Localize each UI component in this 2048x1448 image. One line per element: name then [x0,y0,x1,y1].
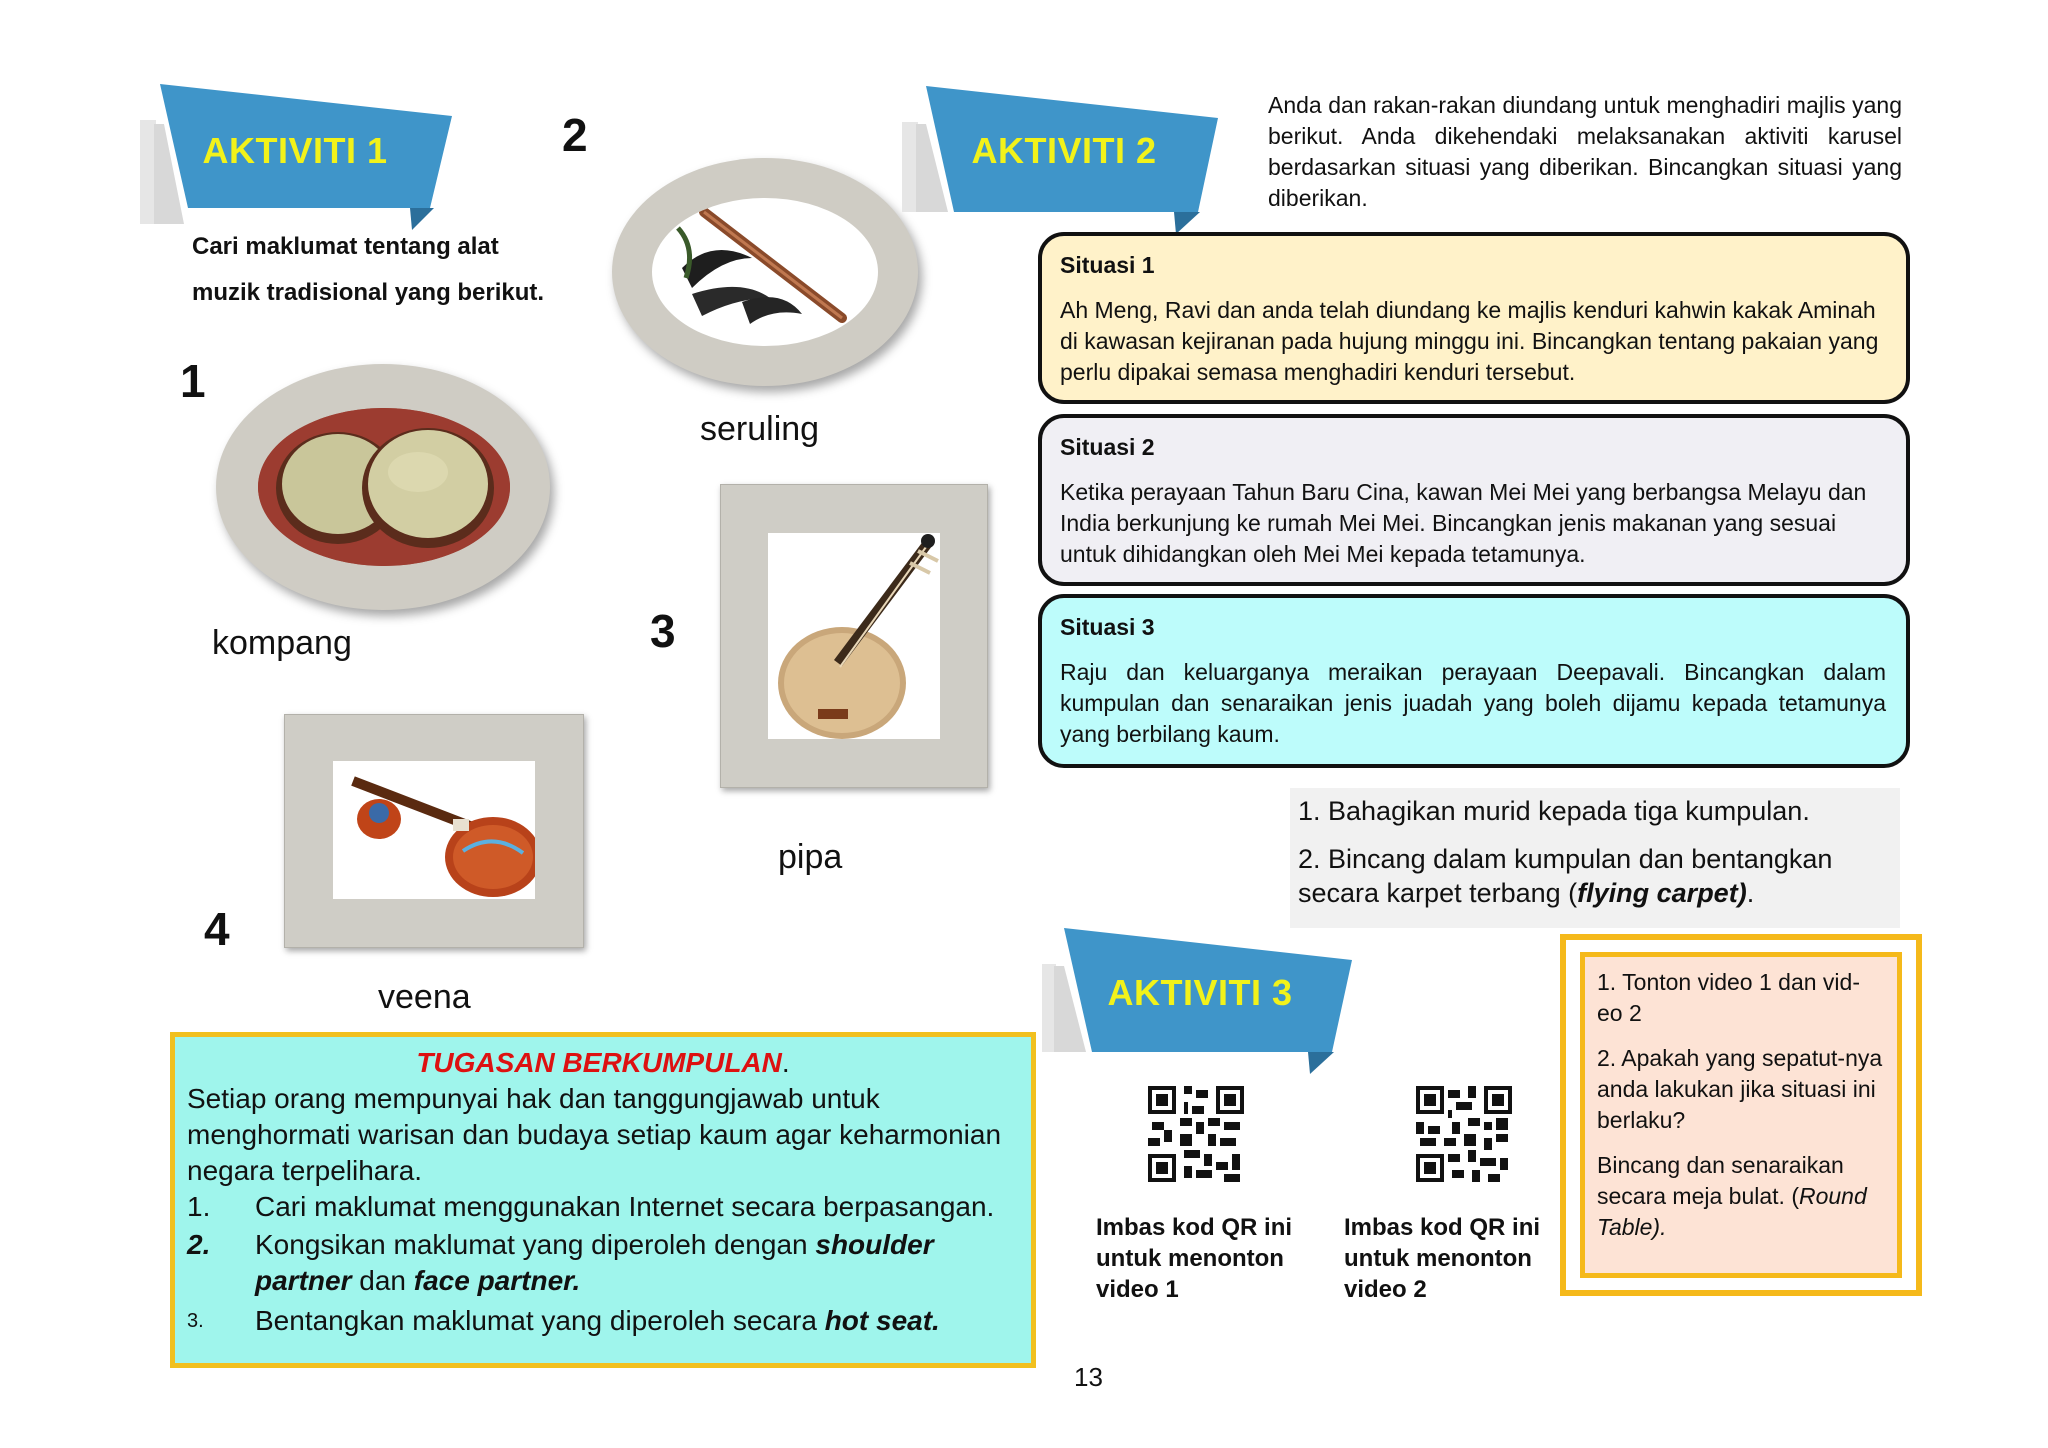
tugasan-berkumpulan-box [170,1032,1036,1368]
kompang-image-frame [216,364,550,610]
item-2-pre: Kongsikan maklumat yang diperoleh dengan [255,1229,816,1260]
aktiviti-1-instruction [192,224,544,316]
step-2-emphasis: flying carpet) [1577,878,1747,908]
box-paragraph-2: 2. Apakah yang sepatut-nya anda lakukan jika situasi ini berlaku? [1597,1045,1883,1133]
item-3-pre: Bentangkan maklumat yang diperoleh secara [255,1305,825,1336]
step-2-text: 2. Bincang dalam kumpulan dan bentangkan secara karpet terbang ( [1298,844,1833,908]
qr-code-icon[interactable] [1148,1086,1244,1182]
situasi-1-title: Situasi 1 [1060,252,1155,278]
item-3-text [255,1303,940,1339]
box-paragraph-3-text: Bincang dan senaraikan secara meja bulat. ( [1597,1152,1844,1209]
item-1-number: 1. [187,1191,211,1222]
aktiviti-3-title: AKTIVITI 3 [1107,972,1293,1013]
step-2-suffix: . [1746,878,1755,908]
seruling-image [652,198,878,346]
tugasan-list [187,1189,1019,1339]
situasi-2-text: Ketika perayaan Tahun Baru Cina, kawan Mei Mei yang berbangsa Melayu dan India berkunjung ke rumah Mei Mei. Bincangkan jenis makanan yang sesuai untuk dihidangkan oleh Mei Mei kepada tetamunya. [1060,479,1867,567]
pipa-image-frame [720,484,988,788]
item-2-bold-1: shoulder partner [255,1229,934,1296]
situasi-3-text: Raju dan keluarganya meraikan perayaan Deepavali. Bincangkan dalam kumpulan dan senaraikan jenis juadah yang boleh dijamu kepada tetamunya yang berbilang kaum. [1060,659,1886,747]
tugasan-title-suffix: . [781,1047,790,1078]
box-paragraph-3 [1597,1150,1885,1243]
step-1: 1. Bahagikan murid kepada tiga kumpulan. [1298,796,1810,826]
aktiviti-1-banner [140,84,460,230]
item-name-veena: veena [378,978,471,1016]
instruction-line-1: Cari maklumat tentang alat [192,233,499,260]
item-number-3: 3 [650,605,676,657]
seruling-image-frame [612,158,918,386]
aktiviti-2-banner [902,86,1226,234]
box-paragraph-1: 1. Tonton video 1 dan vid-eo 2 [1597,969,1860,1026]
item-number-2: 2 [562,109,588,161]
qr-code-icon[interactable] [1416,1086,1512,1182]
aktiviti-3-box [1580,952,1902,1278]
tugasan-item-3 [187,1303,1019,1339]
item-name-seruling: seruling [700,410,820,448]
item-number-4: 4 [204,903,230,955]
veena-image-frame [284,714,584,948]
situasi-1-text: Ah Meng, Ravi dan anda telah diundang ke majlis kenduri kahwin kakak Aminah di kawasan kejiranan pada hujung minggu ini. Bincangkan tentang pakaian yang perlu dipakai semasa menghadiri kenduri tersebut. [1060,297,1879,385]
aktiviti-2-title: AKTIVITI 2 [971,130,1157,171]
qr-2-caption: Imbas kod QR ini untuk menonton video 2 [1344,1214,1541,1303]
item-3-number: 3. [187,1310,204,1332]
aktiviti-2-steps [1290,788,1900,928]
aktiviti-2-intro: Anda dan rakan-rakan diundang untuk menghadiri majlis yang berikut. Anda dikehendaki melaksanakan aktiviti karusel berdasarkan situasi yang diberikan. Bincangkan situasi yang diberikan. [1268,92,1902,211]
page-number: 13 [1074,1362,1103,1392]
qr-1-caption: Imbas kod QR ini untuk menonton video 1 [1096,1214,1293,1303]
item-name-pipa: pipa [778,838,843,876]
situasi-3-title: Situasi 3 [1060,614,1155,640]
item-1-text: Cari maklumat menggunakan Internet secara berpasangan. [255,1191,995,1222]
pipa-image [768,533,940,739]
aktiviti-3-banner [1042,928,1360,1074]
tugasan-title-text: TUGASAN BERKUMPULAN [416,1047,782,1078]
kompang-image [258,408,510,566]
veena-image [333,761,535,899]
tugasan-item-1 [187,1189,1019,1225]
item-number-1: 1 [180,355,206,407]
aktiviti-1-title: AKTIVITI 1 [202,130,388,171]
situasi-2-title: Situasi 2 [1060,434,1155,460]
item-2-mid: dan [351,1265,414,1296]
item-2-text [255,1227,1019,1299]
situasi-2-card [1038,414,1910,586]
tugasan-item-2 [187,1227,1019,1299]
item-name-kompang: kompang [212,624,352,662]
step-2 [1298,842,1892,910]
situasi-1-card [1038,232,1910,404]
instruction-line-2: muzik tradisional yang berikut. [192,279,545,306]
box-paragraph-3-emphasis: Round Table). [1597,1183,1867,1240]
tugasan-intro: Setiap orang mempunyai hak dan tanggungjawab untuk menghormati warisan dan budaya setiap kaum agar keharmonian negara terpelihara. [187,1083,1002,1186]
tugasan-title [187,1045,1019,1081]
item-2-number: 2. [187,1229,211,1260]
item-2-bold-2: face partner. [413,1265,581,1296]
item-3-bold: hot seat. [824,1305,940,1336]
situasi-3-card [1038,594,1910,768]
